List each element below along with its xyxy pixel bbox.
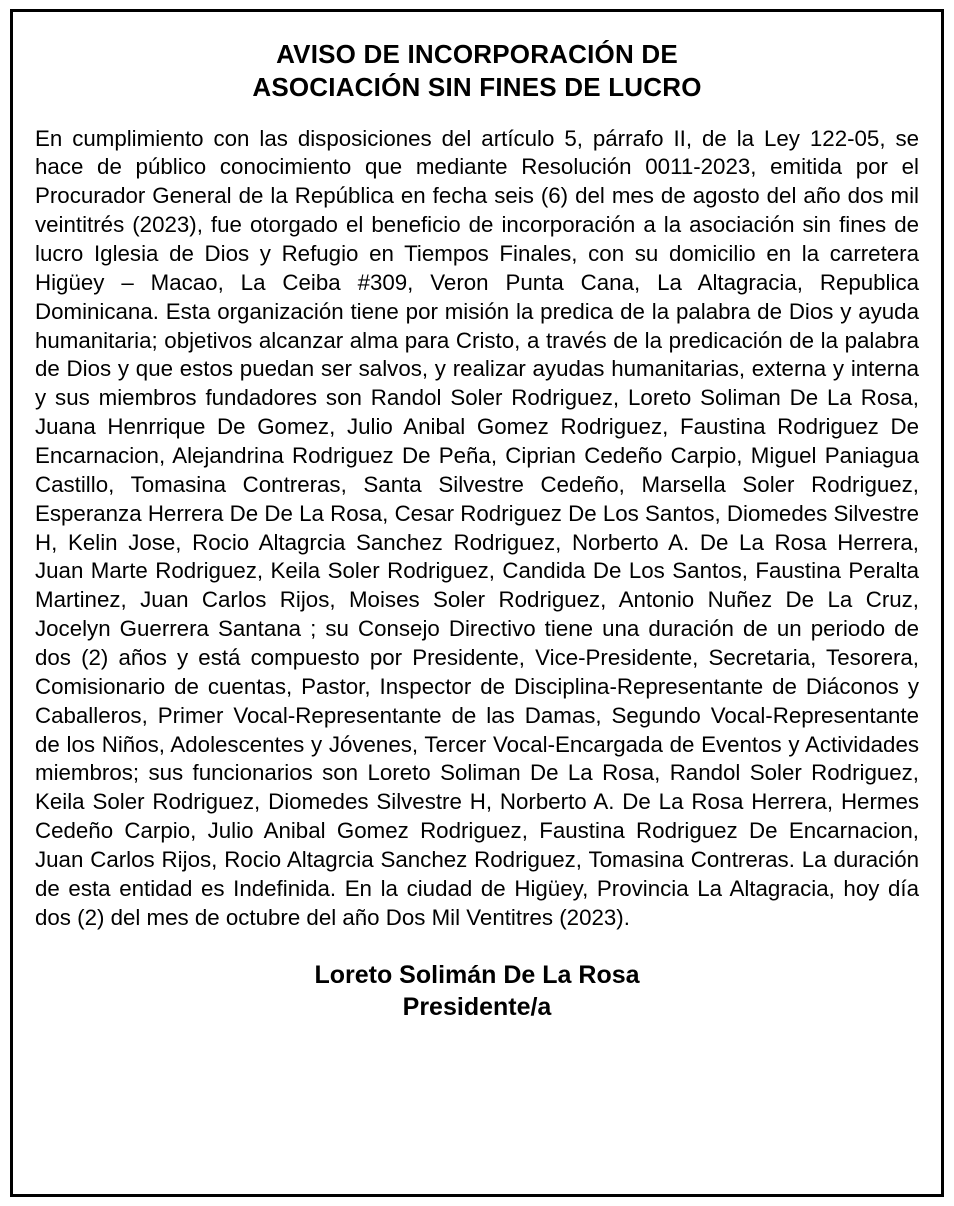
notice-title	[35, 38, 919, 105]
notice-title-line1: AVISO DE INCORPORACIÓN DE	[276, 39, 678, 69]
signature-role: Presidente/a	[402, 993, 552, 1022]
notice-border-frame	[10, 9, 944, 1197]
notice-body-paragraph: En cumplimiento con las disposiciones del artículo 5, párrafo II, de la Ley 122-05, se hace de público conocimiento que mediante Resolución 0011-2023, emitida por el Procurador General de la República en fecha seis (6) del mes de agosto del año dos mil veintitrés (2023), fue otorgado el beneficio de incorporación a la asociación sin fines de lucro Iglesia de Dios y Refugio en Tiempos Finales, con su domicilio en la carretera Higüey – Macao, La Ceiba #309, Veron Punta Cana, La Altagracia, Republica Dominicana. Esta organización tiene por misión la predica de la palabra de Dios y ayuda humanitaria; objetivos alcanzar alma para Cristo, a través de la predicación de la palabra de Dios y que estos puedan ser salvos, y realizar ayudas humanitarias, externa y interna y sus miembros fundadores son Randol Soler Rodriguez, Loreto Soliman De La Rosa, Juana Henrrique De Gomez, Julio Anibal Gomez Rodriguez, Faustina Rodriguez De Encarnacion, Alejandrina Rodriguez De Peña, Ciprian Cedeño Carpio, Miguel Paniagua Castillo, Tomasina Contreras, Santa Silvestre Cedeño, Marsella Soler Rodriguez, Esperanza Herrera De De La Rosa, Cesar Rodriguez De Los Santos, Diomedes Silvestre H, Kelin Jose, Rocio Altagrcia Sanchez Rodriguez, Norberto A. De La Rosa Herrera, Juan Marte Rodriguez, Keila Soler Rodriguez, Candida De Los Santos, Faustina Peralta Martinez, Juan Carlos Rijos, Moises Soler Rodriguez, Antonio Nuñez De La Cruz, Jocelyn Guerrera Santana ; su Consejo Directivo tiene una duración de un periodo de dos (2) años y está compuesto por Presidente, Vice-Presidente, Secretaria, Tesorera, Comisionario de cuentas, Pastor, Inspector de Disciplina-Representante de Diáconos y Caballeros, Primer Vocal-Representante de las Damas, Segundo Vocal-Representante de los Niños, Adolescentes y Jóvenes, Tercer Vocal-Encargada de Eventos y Actividades miembros; sus funcionarios son Loreto Soliman De La Rosa, Randol Soler Rodriguez, Keila Soler Rodriguez, Diomedes Silvestre H, Norberto A. De La Rosa Herrera, Hermes Cedeño Carpio, Julio Anibal Gomez Rodriguez, Faustina Rodriguez De Encarnacion, Juan Carlos Rijos, Rocio Altagrcia Sanchez Rodriguez, Tomasina Contreras. La duración de esta entidad es Indefinida. En la ciudad de Higüey, Provincia La Altagracia, hoy día dos (2) del mes de octubre del año Dos Mil Ventitres (2023).	[35, 125, 919, 930]
signature-name: Loreto Solimán De La Rosa	[314, 960, 640, 989]
notice-title-line2: ASOCIACIÓN SIN FINES DE LUCRO	[252, 72, 702, 103]
signature-block	[35, 959, 919, 1024]
